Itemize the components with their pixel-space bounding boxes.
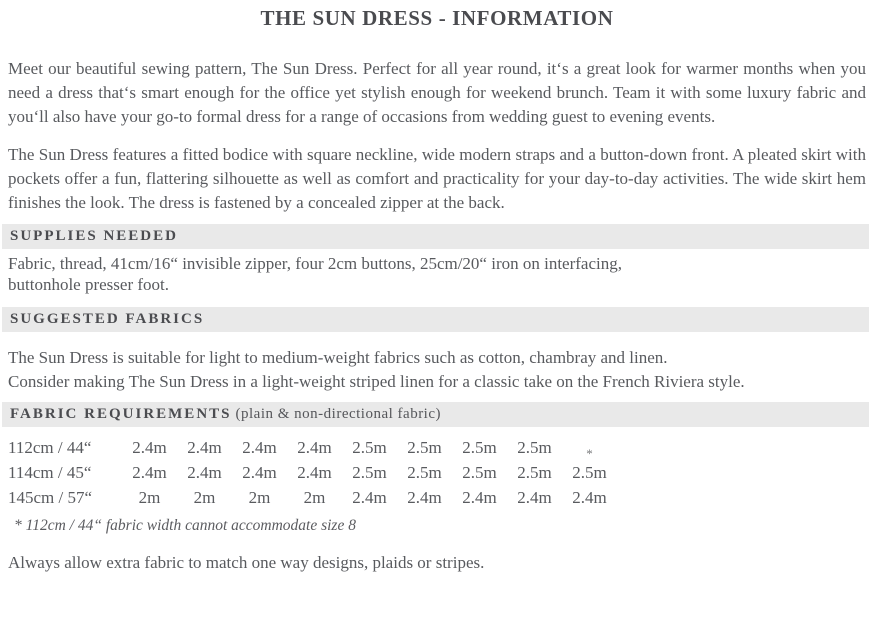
fabric-amount-cell: 2.5m: [462, 462, 497, 482]
fabric-amount-cell: 2.4m: [242, 462, 277, 482]
fabric-amount-cell: 2.4m: [187, 437, 222, 457]
fabric-width-label: 145cm / 57“: [8, 487, 93, 507]
fabric-amount-cell: 2m: [303, 487, 326, 507]
page-title: THE SUN DRESS - INFORMATION: [260, 6, 614, 30]
fabric-amount-cell: 2.4m: [242, 437, 277, 457]
suggested-fabrics-line-1: The Sun Dress is suitable for light to medium-weight fabrics such as cotton, chambray and linen.: [8, 348, 668, 367]
closing-note: Always allow extra fabric to match one way designs, plaids or stripes.: [8, 553, 485, 572]
fabric-amount-cell: 2.4m: [132, 437, 167, 457]
fabric-amount-cell: 2m: [193, 487, 216, 507]
fabric-width-label: 112cm / 44“: [8, 437, 92, 457]
fabric-requirements-qualifier: (plain & non-directional fabric): [235, 406, 442, 422]
supplies-text-line-2: buttonhole presser foot.: [8, 275, 169, 294]
fabric-amount-cell: 2.4m: [352, 487, 387, 507]
suggested-fabrics-heading: SUGGESTED FABRICS: [10, 311, 205, 327]
table-row: [8, 460, 617, 485]
fabric-amount-cell: 2.4m: [132, 462, 167, 482]
fabric-amount-cell: 2.4m: [187, 462, 222, 482]
suggested-fabrics-heading-bar: [2, 307, 869, 332]
fabric-amount-cell: 2.5m: [352, 437, 387, 457]
intro-paragraph-2: The Sun Dress features a fitted bodice with square neckline, wide modern straps and a button-down front. A pleated skirt with pockets offer a fun, flattering silhouette as well as comfort and practicality for your day-to-day activities. The wide skirt hem finishes the look. The dress is fastened by a concealed zipper at the back.: [8, 145, 866, 212]
fabric-amount-cell: 2.4m: [297, 462, 332, 482]
fabric-amount-cell: 2m: [138, 487, 161, 507]
fabric-amount-cell: 2.5m: [572, 462, 607, 482]
fabric-width-label: 114cm / 45“: [8, 462, 92, 482]
supplies-heading-bar: [2, 224, 869, 249]
table-row: [8, 435, 617, 460]
fabric-requirements-heading: FABRIC REQUIREMENTS: [10, 406, 232, 422]
suggested-fabrics-text: [8, 346, 866, 394]
fabric-requirements-heading-bar: [2, 402, 869, 427]
fabric-amount-cell: 2.4m: [517, 487, 552, 507]
suggested-fabrics-line-2: Consider making The Sun Dress in a light-weight striped linen for a classic take on the French Riviera style.: [8, 372, 745, 391]
fabric-amount-cell: 2.4m: [407, 487, 442, 507]
table-row: [8, 485, 617, 510]
fabric-amount-cell: 2.5m: [462, 437, 497, 457]
fabric-requirements-table: [8, 435, 617, 510]
fabric-amount-cell: 2.5m: [517, 437, 552, 457]
supplies-text: [8, 253, 866, 295]
fabric-amount-cell: 2.5m: [517, 462, 552, 482]
asterisk-marker: *: [586, 446, 593, 461]
intro-paragraph-1: Meet our beautiful sewing pattern, The Sun Dress. Perfect for all year round, it‘s a great look for warmer months when you need a dress that‘s smart enough for the office yet stylish enough for weekend brunch. Team it with some luxury fabric and you‘ll also have your go-to formal dress for a range of occasions from wedding guest to evening events.: [8, 59, 866, 126]
fabric-amount-cell: 2.5m: [407, 462, 442, 482]
fabric-amount-cell: 2.4m: [462, 487, 497, 507]
fabric-amount-cell: 2.5m: [352, 462, 387, 482]
fabric-amount-cell: 2.5m: [407, 437, 442, 457]
supplies-text-line-1: Fabric, thread, 41cm/16“ invisible zipper, four 2cm buttons, 25cm/20“ iron on interfacing,: [8, 254, 622, 273]
table-footnote: * 112cm / 44“ fabric width cannot accommodate size 8: [14, 517, 356, 534]
supplies-heading: SUPPLIES NEEDED: [10, 228, 178, 244]
pattern-information-page: [0, 6, 874, 626]
fabric-amount-cell: 2m: [248, 487, 271, 507]
fabric-amount-cell: 2.4m: [297, 437, 332, 457]
fabric-amount-cell: 2.4m: [572, 487, 607, 507]
